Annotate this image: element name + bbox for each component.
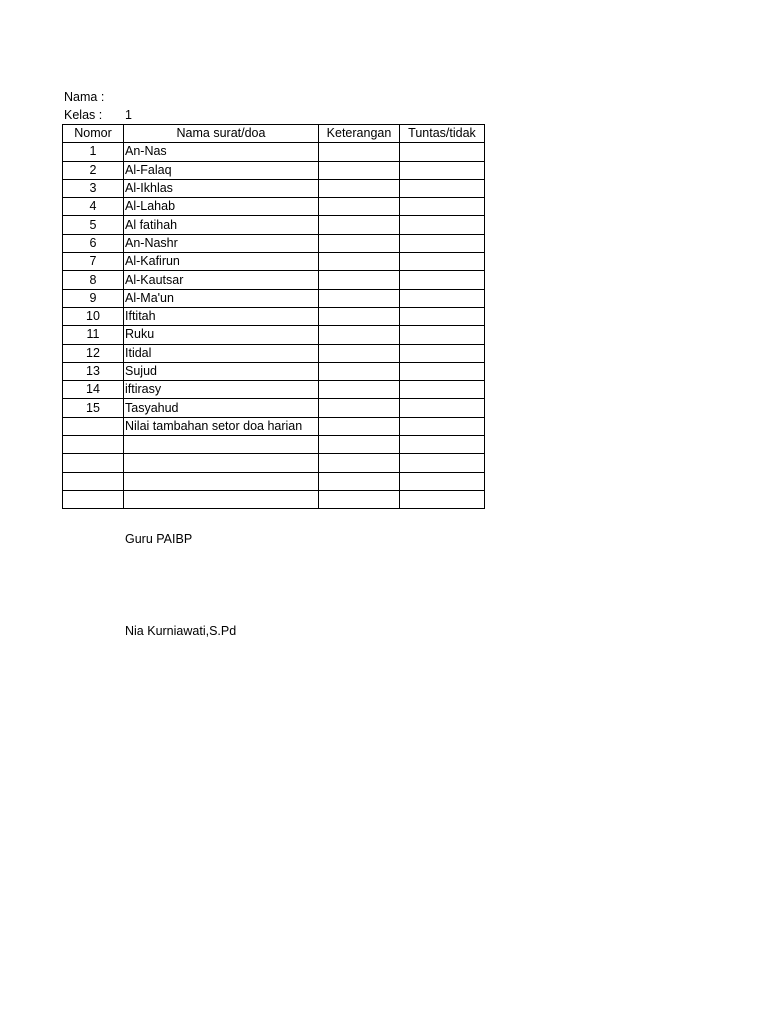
- table-row: [63, 198, 485, 216]
- table-row: [63, 326, 485, 344]
- kelas-row: [64, 106, 132, 124]
- table-row: [63, 253, 485, 271]
- row-number: 11: [63, 326, 124, 344]
- row-number: 14: [63, 381, 124, 399]
- row-tuntas-cell[interactable]: [400, 381, 485, 399]
- row-name: [124, 490, 319, 508]
- row-name: Al-Falaq: [124, 161, 319, 179]
- row-keterangan-cell[interactable]: [319, 179, 400, 197]
- row-keterangan-cell[interactable]: [319, 399, 400, 417]
- table-row: [63, 271, 485, 289]
- table-row: [63, 399, 485, 417]
- row-keterangan-cell[interactable]: [319, 143, 400, 161]
- column-header-nomor: Nomor: [63, 125, 124, 143]
- row-tuntas-cell[interactable]: [400, 454, 485, 472]
- row-name: Nilai tambahan setor doa harian: [124, 417, 319, 435]
- row-name: Tasyahud: [124, 399, 319, 417]
- row-name: Al-Lahab: [124, 198, 319, 216]
- row-number: 3: [63, 179, 124, 197]
- kelas-value[interactable]: 1: [125, 108, 132, 122]
- table-row: [63, 234, 485, 252]
- row-number: 1: [63, 143, 124, 161]
- row-tuntas-cell[interactable]: [400, 253, 485, 271]
- signature-role: Guru PAIBP: [125, 532, 193, 546]
- table-row: [63, 307, 485, 325]
- table-row: [63, 161, 485, 179]
- row-number: 15: [63, 399, 124, 417]
- row-tuntas-cell[interactable]: [400, 326, 485, 344]
- row-name: Al-Kautsar: [124, 271, 319, 289]
- row-name: Itidal: [124, 344, 319, 362]
- column-header-tuntas: Tuntas/tidak: [400, 125, 485, 143]
- row-keterangan-cell[interactable]: [319, 234, 400, 252]
- row-name: [124, 472, 319, 490]
- row-keterangan-cell[interactable]: [319, 344, 400, 362]
- row-keterangan-cell[interactable]: [319, 216, 400, 234]
- row-name: Ruku: [124, 326, 319, 344]
- kelas-label: Kelas :: [64, 108, 103, 122]
- row-name: Al-Ma'un: [124, 289, 319, 307]
- row-number: 6: [63, 234, 124, 252]
- table-row: [63, 417, 485, 435]
- row-name: iftirasy: [124, 381, 319, 399]
- row-name: Al-Ikhlas: [124, 179, 319, 197]
- row-tuntas-cell[interactable]: [400, 417, 485, 435]
- row-number: 5: [63, 216, 124, 234]
- row-keterangan-cell[interactable]: [319, 198, 400, 216]
- table-row: [63, 179, 485, 197]
- row-number: 12: [63, 344, 124, 362]
- row-tuntas-cell[interactable]: [400, 234, 485, 252]
- row-keterangan-cell[interactable]: [319, 436, 400, 454]
- table-row: [63, 454, 485, 472]
- row-name: Al-Kafirun: [124, 253, 319, 271]
- row-tuntas-cell[interactable]: [400, 362, 485, 380]
- row-name: Iftitah: [124, 307, 319, 325]
- row-tuntas-cell[interactable]: [400, 143, 485, 161]
- table-row: [63, 143, 485, 161]
- row-number: 4: [63, 198, 124, 216]
- table-row: [63, 362, 485, 380]
- table-row: [63, 381, 485, 399]
- row-tuntas-cell[interactable]: [400, 436, 485, 454]
- row-keterangan-cell[interactable]: [319, 454, 400, 472]
- hafalan-table: [62, 124, 485, 509]
- row-tuntas-cell[interactable]: [400, 399, 485, 417]
- signature-name: Nia Kurniawati,S.Pd: [125, 624, 237, 638]
- row-number: [63, 436, 124, 454]
- nama-label: Nama :: [64, 90, 105, 104]
- row-tuntas-cell[interactable]: [400, 490, 485, 508]
- column-header-nama-surat: Nama surat/doa: [124, 125, 319, 143]
- nama-row: [64, 88, 125, 106]
- table-row: [63, 216, 485, 234]
- row-tuntas-cell[interactable]: [400, 289, 485, 307]
- row-tuntas-cell[interactable]: [400, 271, 485, 289]
- row-number: [63, 454, 124, 472]
- row-keterangan-cell[interactable]: [319, 161, 400, 179]
- row-tuntas-cell[interactable]: [400, 216, 485, 234]
- row-tuntas-cell[interactable]: [400, 307, 485, 325]
- column-header-keterangan: Keterangan: [319, 125, 400, 143]
- table-row: [63, 344, 485, 362]
- row-name: [124, 454, 319, 472]
- row-keterangan-cell[interactable]: [319, 307, 400, 325]
- row-number: 8: [63, 271, 124, 289]
- row-name: Al fatihah: [124, 216, 319, 234]
- row-name: An-Nas: [124, 143, 319, 161]
- row-number: [63, 417, 124, 435]
- row-number: 2: [63, 161, 124, 179]
- row-number: 9: [63, 289, 124, 307]
- row-keterangan-cell[interactable]: [319, 289, 400, 307]
- row-keterangan-cell[interactable]: [319, 253, 400, 271]
- row-keterangan-cell[interactable]: [319, 472, 400, 490]
- row-number: 7: [63, 253, 124, 271]
- row-keterangan-cell[interactable]: [319, 326, 400, 344]
- row-name: [124, 436, 319, 454]
- row-tuntas-cell[interactable]: [400, 344, 485, 362]
- row-tuntas-cell[interactable]: [400, 472, 485, 490]
- row-keterangan-cell[interactable]: [319, 490, 400, 508]
- table-row: [63, 436, 485, 454]
- row-keterangan-cell[interactable]: [319, 417, 400, 435]
- row-tuntas-cell[interactable]: [400, 161, 485, 179]
- row-name: An-Nashr: [124, 234, 319, 252]
- row-tuntas-cell[interactable]: [400, 179, 485, 197]
- table-row: [63, 289, 485, 307]
- table-row: [63, 472, 485, 490]
- row-number: [63, 472, 124, 490]
- row-keterangan-cell[interactable]: [319, 381, 400, 399]
- row-tuntas-cell[interactable]: [400, 198, 485, 216]
- table-header-row: [63, 125, 485, 143]
- row-keterangan-cell[interactable]: [319, 362, 400, 380]
- row-number: [63, 490, 124, 508]
- row-keterangan-cell[interactable]: [319, 271, 400, 289]
- table-row: [63, 490, 485, 508]
- row-number: 13: [63, 362, 124, 380]
- row-number: 10: [63, 307, 124, 325]
- row-name: Sujud: [124, 362, 319, 380]
